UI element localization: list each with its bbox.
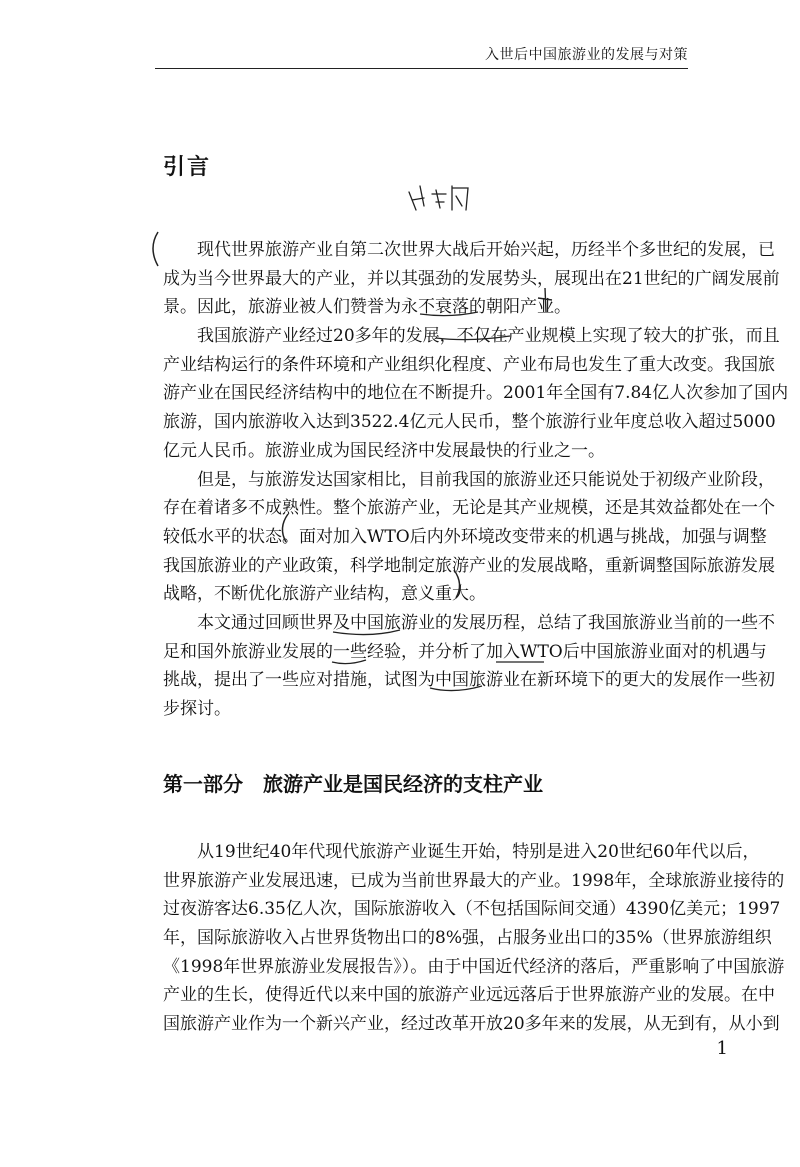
intro-line-3: 景。因此，旅游业被人们赞誉为永不衰落的朝阳产业。	[163, 297, 571, 318]
part1-body	[163, 838, 785, 1039]
intro-line-17: 步探讨。	[163, 699, 231, 719]
part1-line-2: 世界旅游产业发展迅速，已成为当前世界最大的产业。1998年，全球旅游业接待的	[163, 870, 785, 891]
heading-part1: 第一部分 旅游产业是国民经济的支柱产业	[163, 772, 543, 796]
intro-line-5: 产业结构运行的条件环境和产业组织化程度、产业布局也发生了重大改变。我国旅	[163, 354, 775, 375]
intro-line-7: 旅游，国内旅游收入达到3522.4亿元人民币，整个旅游行业年度总收入超过5000	[163, 412, 776, 433]
page-number: 1	[716, 1038, 728, 1059]
intro-line-6: 游产业在国民经济结构中的地位在不断提升。2001年全国有7.84亿人次参加了国内	[163, 383, 789, 404]
part1-line-3: 过夜游客达6.35亿人次，国际旅游收入（不包括国际间交通）4390亿美元；1997	[163, 899, 781, 920]
part1-line-4: 年，国际旅游收入占世界货物出口的8%强，占服务业出口的35%（世界旅游组织	[163, 928, 772, 949]
handwritten-note-mark	[409, 186, 468, 210]
part1-line-6: 产业的生长，使得近代以来中国的旅游产业远远落后于世界旅游产业的发展。在中	[163, 985, 775, 1006]
intro-line-8: 亿元人民币。旅游业成为国民经济中发展最快的行业之一。	[163, 440, 605, 461]
intro-body	[163, 236, 789, 724]
intro-line-10: 存在着诸多不成熟性。整个旅游产业，无论是其产业规模，还是其效益都处在一个	[163, 498, 775, 519]
intro-line-16: 挑战，提出了一些应对措施，试图为中国旅游业在新环境下的更大的发展作一些初	[163, 670, 775, 691]
intro-line-9: 但是，与旅游发达国家相比，目前我国的旅游业还只能说处于初级产业阶段，	[197, 469, 775, 490]
header-rule	[155, 68, 688, 69]
intro-line-1: 现代世界旅游产业自第二次世界大战后开始兴起，历经半个多世纪的发展，已	[197, 240, 775, 260]
part1-line-1: 从19世纪40年代现代旅游产业诞生开始，特别是进入20世纪60年代以后，	[197, 842, 760, 862]
intro-line-15: 足和国外旅游业发展的一些经验，并分析了加入WTO后中国旅游业面对的机遇与	[163, 641, 767, 662]
intro-line-13: 战略，不断优化旅游产业结构，意义重大。	[163, 584, 486, 605]
intro-line-11: 较低水平的状态。面对加入WTO后内外环境改变带来的机遇与挑战，加强与调整	[163, 526, 767, 547]
part1-line-7: 国旅游产业作为一个新兴产业，经过改革开放20多年来的发展，从无到有，从小到	[163, 1014, 780, 1035]
intro-line-4: 我国旅游产业经过20多年的发展，不仅在产业规模上实现了较大的扩张，而且	[197, 326, 780, 347]
intro-line-2: 成为当今世界最大的产业，并以其强劲的发展势头，展现出在21世纪的广阔发展前	[163, 268, 780, 289]
intro-line-12: 我国旅游业的产业政策，科学地制定旅游产业的发展战略，重新调整国际旅游发展	[163, 555, 775, 576]
heading-intro: 引言	[163, 154, 212, 180]
intro-line-14: 本文通过回顾世界及中国旅游业的发展历程，总结了我国旅游业当前的一些不	[197, 612, 775, 633]
running-head: 入世后中国旅游业的发展与对策	[485, 47, 688, 63]
open-bracket-mark-1	[153, 232, 158, 266]
part1-line-5: 《1998年世界旅游业发展报告》）。由于中国近代经济的落后，严重影响了中国旅游	[163, 956, 785, 977]
